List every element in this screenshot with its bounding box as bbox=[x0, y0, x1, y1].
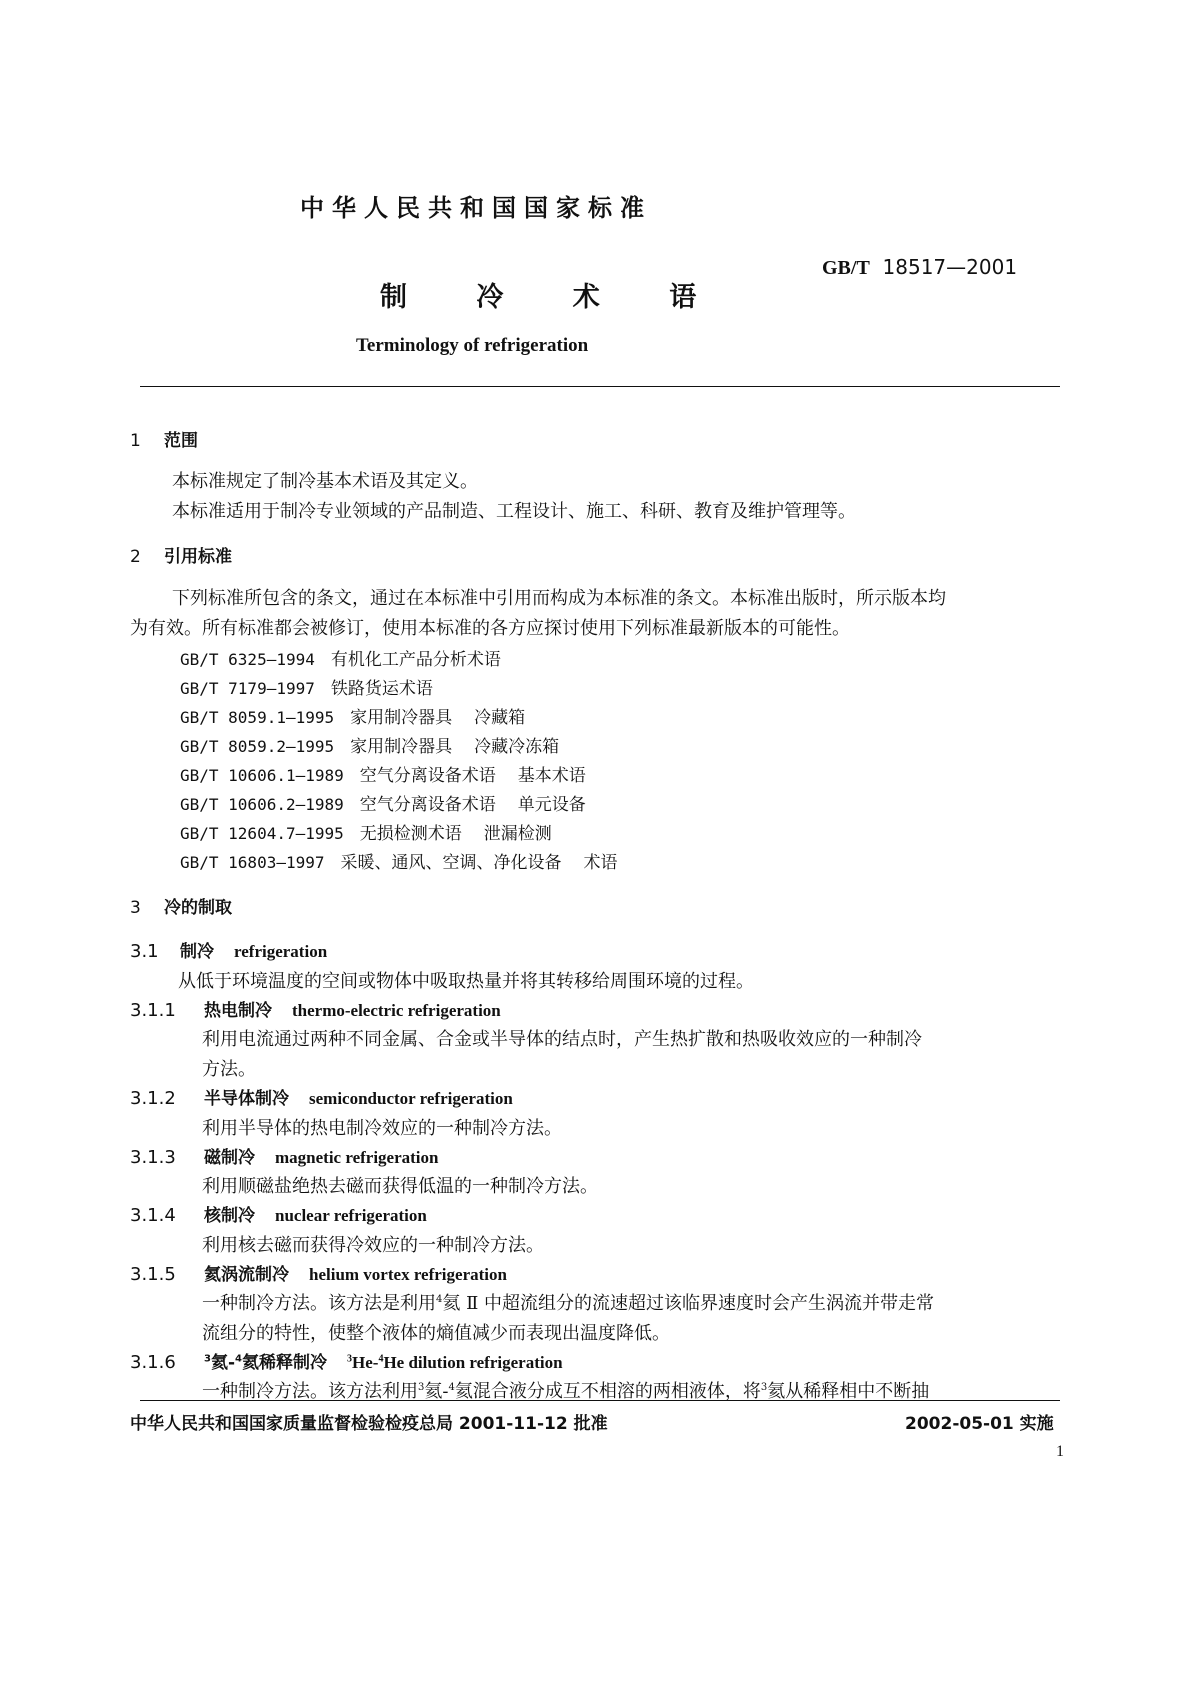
footer-divider bbox=[140, 1400, 1060, 1401]
term-3-1-1-definition-line-1: 利用电流通过两种不同金属、合金或半导体的结点时，产生热扩散和热吸收效应的一种制冷 bbox=[202, 1029, 922, 1050]
page-number: 1 bbox=[1056, 1443, 1064, 1460]
term-3-1-1-definition-line-2: 方法。 bbox=[202, 1059, 256, 1080]
reference-item: GB/T 12604.7—1995 无损检测术语 泄漏检测 bbox=[180, 824, 552, 844]
english-title: Terminology of refrigeration bbox=[356, 335, 589, 356]
reference-item: GB/T 16803—1997 采暖、通风、空调、净化设备 术语 bbox=[180, 853, 618, 873]
implementation-date: 2002-05-01 实施 bbox=[905, 1414, 1054, 1434]
approval-line: 中华人民共和国国家质量监督检验检疫总局 2001-11-12 批准 bbox=[130, 1414, 608, 1434]
term-3-1-3-definition: 利用顺磁盐绝热去磁而获得低温的一种制冷方法。 bbox=[202, 1176, 598, 1197]
term-3-1-definition: 从低于环境温度的空间或物体中吸取热量并将其转移给周围环境的过程。 bbox=[178, 971, 754, 992]
term-3-1-2-definition: 利用半导体的热电制冷效应的一种制冷方法。 bbox=[202, 1118, 562, 1139]
reference-item: GB/T 6325—1994 有机化工产品分析术语 bbox=[180, 650, 501, 670]
section-2-heading: 2 引用标准 bbox=[130, 547, 232, 567]
section-1-heading: 1 范围 bbox=[130, 431, 198, 451]
section-2-paragraph-line-2: 为有效。所有标准都会被修订，使用本标准的各方应探讨使用下列标准最新版本的可能性。 bbox=[130, 618, 850, 639]
term-3-1: 3.1 制冷 refrigeration bbox=[130, 941, 328, 962]
term-3-1-5: 3.1.5 氦涡流制冷 helium vortex refrigeration bbox=[130, 1264, 507, 1285]
reference-item: GB/T 8059.2—1995 家用制冷器具 冷藏冷冻箱 bbox=[180, 737, 560, 757]
term-3-1-4: 3.1.4 核制冷 nuclear refrigeration bbox=[130, 1205, 427, 1226]
reference-item: GB/T 10606.2—1989 空气分离设备术语 单元设备 bbox=[180, 795, 586, 815]
standard-code bbox=[822, 255, 1017, 280]
reference-item: GB/T 8059.1—1995 家用制冷器具 冷藏箱 bbox=[180, 708, 526, 728]
page-title: 制 冷 术 语 bbox=[380, 282, 727, 313]
term-3-1-6-definition-line-1: 一种制冷方法。该方法利用$^3$氦-$^4$氦混合液分成互不相溶的两相液体，将$^3$氦从稀释相中不断抽 bbox=[202, 1381, 930, 1402]
section-1-paragraph-1: 本标准规定了制冷基本术语及其定义。 bbox=[172, 471, 478, 492]
term-3-1-4-definition: 利用核去磁而获得冷效应的一种制冷方法。 bbox=[202, 1235, 544, 1256]
term-3-1-3: 3.1.3 磁制冷 magnetic refrigeration bbox=[130, 1147, 439, 1168]
standard-code-prefix: GB/T bbox=[822, 257, 870, 279]
section-1-paragraph-2: 本标准适用于制冷专业领域的产品制造、工程设计、施工、科研、教育及维护管理等。 bbox=[172, 501, 856, 522]
issuer-heading: 中华人民共和国国家标准 bbox=[300, 194, 652, 222]
term-3-1-2: 3.1.2 半导体制冷 semiconductor refrigeration bbox=[130, 1088, 513, 1109]
header-divider bbox=[140, 386, 1060, 387]
standard-code-number: 18517—2001 bbox=[882, 255, 1018, 279]
section-2-paragraph-line-1: 下列标准所包含的条文，通过在本标准中引用而构成为本标准的条文。本标准出版时，所示版本均 bbox=[172, 588, 946, 609]
term-3-1-5-definition-line-1: 一种制冷方法。该方法是利用$^4$氦 Ⅱ 中超流组分的流速超过该临界速度时会产生涡流并带走常 bbox=[202, 1293, 935, 1314]
reference-item: GB/T 10606.1—1989 空气分离设备术语 基本术语 bbox=[180, 766, 586, 786]
reference-item: GB/T 7179—1997 铁路货运术语 bbox=[180, 679, 433, 699]
term-3-1-1: 3.1.1 热电制冷 thermo-electric refrigeration bbox=[130, 1000, 501, 1021]
section-3-heading: 3 冷的制取 bbox=[130, 898, 232, 918]
term-3-1-5-definition-line-2: 流组分的特性，使整个液体的熵值减少而表现出温度降低。 bbox=[202, 1323, 670, 1344]
term-3-1-6: 3.1.6 $^3$氦-$^4$氦稀释制冷 $^3$He-$^4$He dilution refrigeration bbox=[130, 1352, 563, 1373]
